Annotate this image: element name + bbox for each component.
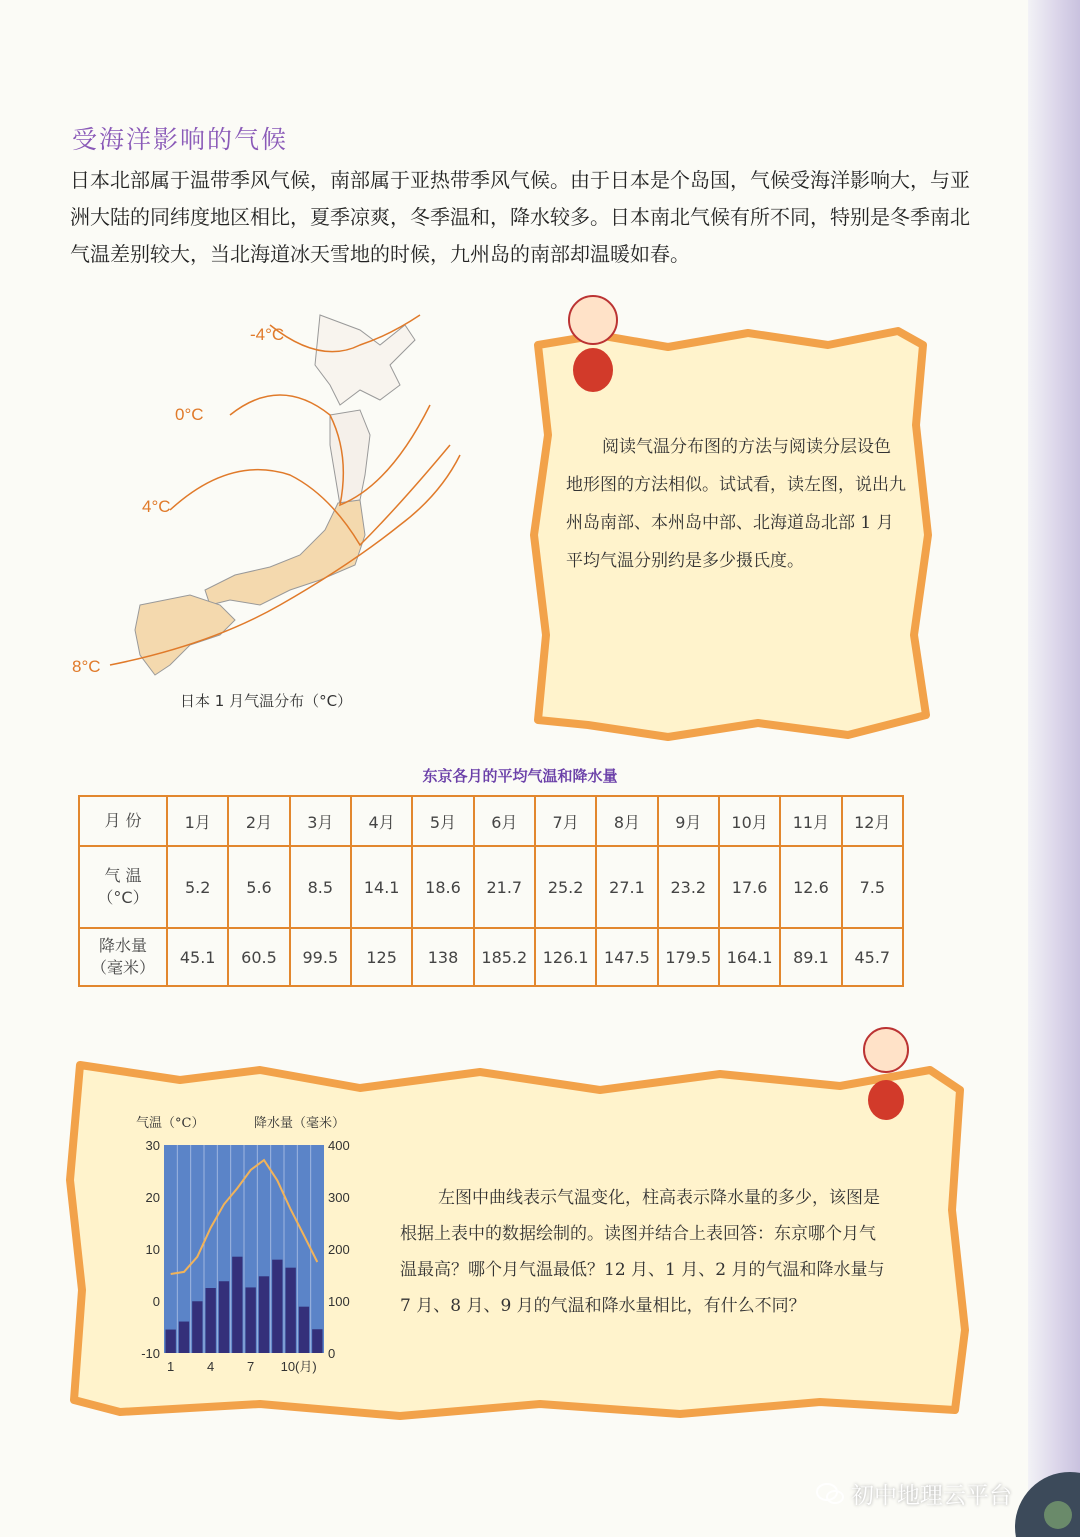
precip-unit: （毫米） bbox=[90, 958, 155, 977]
note-card-2-text: 左图中曲线表示气温变化，柱高表示降水量的多少，该图是根据上表中的数据绘制的。读图并结合上表回答：东京哪个月气温最高？哪个月气温最低？12 月、1 月、2 月的气温和降水量与 7 月、8 月、9 月的气温和降水量相比，有什么不同？ bbox=[400, 1188, 885, 1316]
precip-cell: 45.1 bbox=[167, 928, 228, 986]
table-row-precipitation bbox=[79, 928, 903, 986]
chart-xticks bbox=[167, 1359, 317, 1374]
ytick-right-label: 0 bbox=[328, 1346, 336, 1361]
month-cell: 3月 bbox=[290, 796, 351, 846]
temp-cell: 5.6 bbox=[228, 846, 289, 928]
girl-head-1 bbox=[569, 296, 617, 344]
precip-cell: 164.1 bbox=[719, 928, 780, 986]
temp-cell: 27.1 bbox=[596, 846, 657, 928]
precip-bar bbox=[299, 1307, 309, 1353]
western-japan-shape bbox=[135, 595, 235, 675]
temp-cell: 23.2 bbox=[658, 846, 719, 928]
table-row-months bbox=[79, 796, 903, 846]
temp-cell: 17.6 bbox=[719, 846, 780, 928]
chart-ylabel-left: 气温（°C） bbox=[136, 1116, 205, 1131]
table-row-temperature bbox=[79, 846, 903, 928]
month-cell: 4月 bbox=[351, 796, 412, 846]
precip-bar bbox=[272, 1260, 282, 1353]
temp-unit: （°C） bbox=[97, 888, 149, 907]
xtick-label: 4 bbox=[207, 1359, 215, 1374]
chart-ylabel-right: 降水量（毫米） bbox=[254, 1116, 346, 1131]
month-cell: 2月 bbox=[228, 796, 289, 846]
month-cell: 11月 bbox=[780, 796, 841, 846]
temp-cell: 18.6 bbox=[412, 846, 473, 928]
precip-cell: 126.1 bbox=[535, 928, 596, 986]
month-cell: 6月 bbox=[474, 796, 535, 846]
precip-cell: 185.2 bbox=[474, 928, 535, 986]
ytick-left-label: 30 bbox=[145, 1138, 160, 1153]
precip-bar bbox=[206, 1288, 216, 1353]
ytick-right-label: 100 bbox=[328, 1294, 350, 1309]
month-cell: 5月 bbox=[412, 796, 473, 846]
temp-cell: 5.2 bbox=[167, 846, 228, 928]
precip-bar bbox=[312, 1329, 322, 1353]
temp-cell: 7.5 bbox=[842, 846, 903, 928]
wechat-icon bbox=[815, 1481, 845, 1507]
month-cell: 10月 bbox=[719, 796, 780, 846]
precip-bar bbox=[179, 1322, 189, 1353]
precip-cell: 60.5 bbox=[228, 928, 289, 986]
precip-cell: 89.1 bbox=[780, 928, 841, 986]
isotherm-label-0: 0°C bbox=[175, 405, 204, 424]
japan-temperature-map bbox=[60, 305, 480, 725]
precip-label: 降水量 bbox=[98, 936, 147, 955]
map-drawing bbox=[60, 305, 480, 725]
precip-bar bbox=[246, 1287, 256, 1353]
precip-bar bbox=[166, 1330, 176, 1353]
isotherm-label-8: 8°C bbox=[72, 657, 101, 676]
chart-yticks-left bbox=[141, 1138, 160, 1361]
xtick-label: 10(月) bbox=[280, 1359, 317, 1374]
girl-body-2 bbox=[868, 1080, 904, 1120]
table-title: 东京各月的平均气温和降水量 bbox=[422, 767, 618, 785]
ytick-left-label: 20 bbox=[145, 1190, 160, 1205]
xtick-label: 1 bbox=[167, 1359, 175, 1374]
temp-cell: 25.2 bbox=[535, 846, 596, 928]
watermark bbox=[815, 1477, 1012, 1510]
temp-cell: 8.5 bbox=[290, 846, 351, 928]
ytick-right-label: 200 bbox=[328, 1242, 350, 1257]
temp-cell: 14.1 bbox=[351, 846, 412, 928]
month-cell: 7月 bbox=[535, 796, 596, 846]
precip-bar bbox=[232, 1257, 242, 1353]
climate-chart bbox=[126, 1105, 376, 1380]
globe-icon bbox=[1000, 1457, 1080, 1537]
isotherm-label-4: 4°C bbox=[142, 497, 171, 516]
precip-cell: 125 bbox=[351, 928, 412, 986]
girl-body-1 bbox=[573, 348, 613, 392]
isotherm-4 bbox=[170, 445, 450, 545]
isotherm-0 bbox=[230, 395, 430, 505]
precip-cell: 99.5 bbox=[290, 928, 351, 986]
ytick-left-label: -10 bbox=[141, 1346, 160, 1361]
ytick-left-label: 10 bbox=[145, 1242, 160, 1257]
ytick-right-label: 400 bbox=[328, 1138, 350, 1153]
isotherm-label-minus4: -4°C bbox=[250, 325, 285, 344]
section-title: 受海洋影响的气候 bbox=[72, 125, 289, 154]
tokyo-climate-table bbox=[78, 795, 904, 987]
page-edge bbox=[1028, 0, 1080, 1537]
precip-cell: 147.5 bbox=[596, 928, 657, 986]
precip-bar bbox=[219, 1281, 229, 1353]
xtick-label: 7 bbox=[247, 1359, 255, 1374]
precip-bar bbox=[192, 1301, 202, 1353]
temp-cell: 12.6 bbox=[780, 846, 841, 928]
month-cell: 9月 bbox=[658, 796, 719, 846]
precip-cell: 179.5 bbox=[658, 928, 719, 986]
precip-bar bbox=[259, 1276, 269, 1353]
girl-head-2 bbox=[864, 1028, 908, 1072]
precip-cell: 138 bbox=[412, 928, 473, 986]
map-caption: 日本 1 月气温分布（°C） bbox=[180, 692, 353, 710]
temp-cell: 21.7 bbox=[474, 846, 535, 928]
month-header: 月 份 bbox=[79, 796, 167, 846]
month-cell: 12月 bbox=[842, 796, 903, 846]
precip-bar bbox=[286, 1268, 296, 1353]
precip-header bbox=[79, 928, 167, 986]
temp-header bbox=[79, 846, 167, 928]
central-honshu-shape bbox=[205, 500, 365, 605]
hokkaido-shape bbox=[315, 315, 415, 405]
month-cell: 8月 bbox=[596, 796, 657, 846]
watermark-text: 初中地理云平台 bbox=[851, 1483, 1012, 1509]
note-card-1-text: 阅读气温分布图的方法与阅读分层设色地形图的方法相似。试试看，读左图，说出九州岛南部、本州岛中部、北海道岛北部 1 月平均气温分别约是多少摄氏度。 bbox=[566, 437, 906, 571]
month-cell: 1月 bbox=[167, 796, 228, 846]
precip-cell: 45.7 bbox=[842, 928, 903, 986]
ytick-left-label: 0 bbox=[152, 1294, 160, 1309]
intro-paragraph: 日本北部属于温带季风气候，南部属于亚热带季风气候。由于日本是个岛国，气候受海洋影响大，与亚洲大陆的同纬度地区相比，夏季凉爽，冬季温和，降水较多。日本南北气候有所不同，特别是冬季南北气温差别较大，当北海道冰天雪地的时候，九州岛的南部却温暖如春。 bbox=[70, 168, 970, 266]
ytick-right-label: 300 bbox=[328, 1190, 350, 1205]
temp-label: 气 温 bbox=[104, 866, 142, 885]
chart-yticks-right bbox=[328, 1138, 350, 1361]
